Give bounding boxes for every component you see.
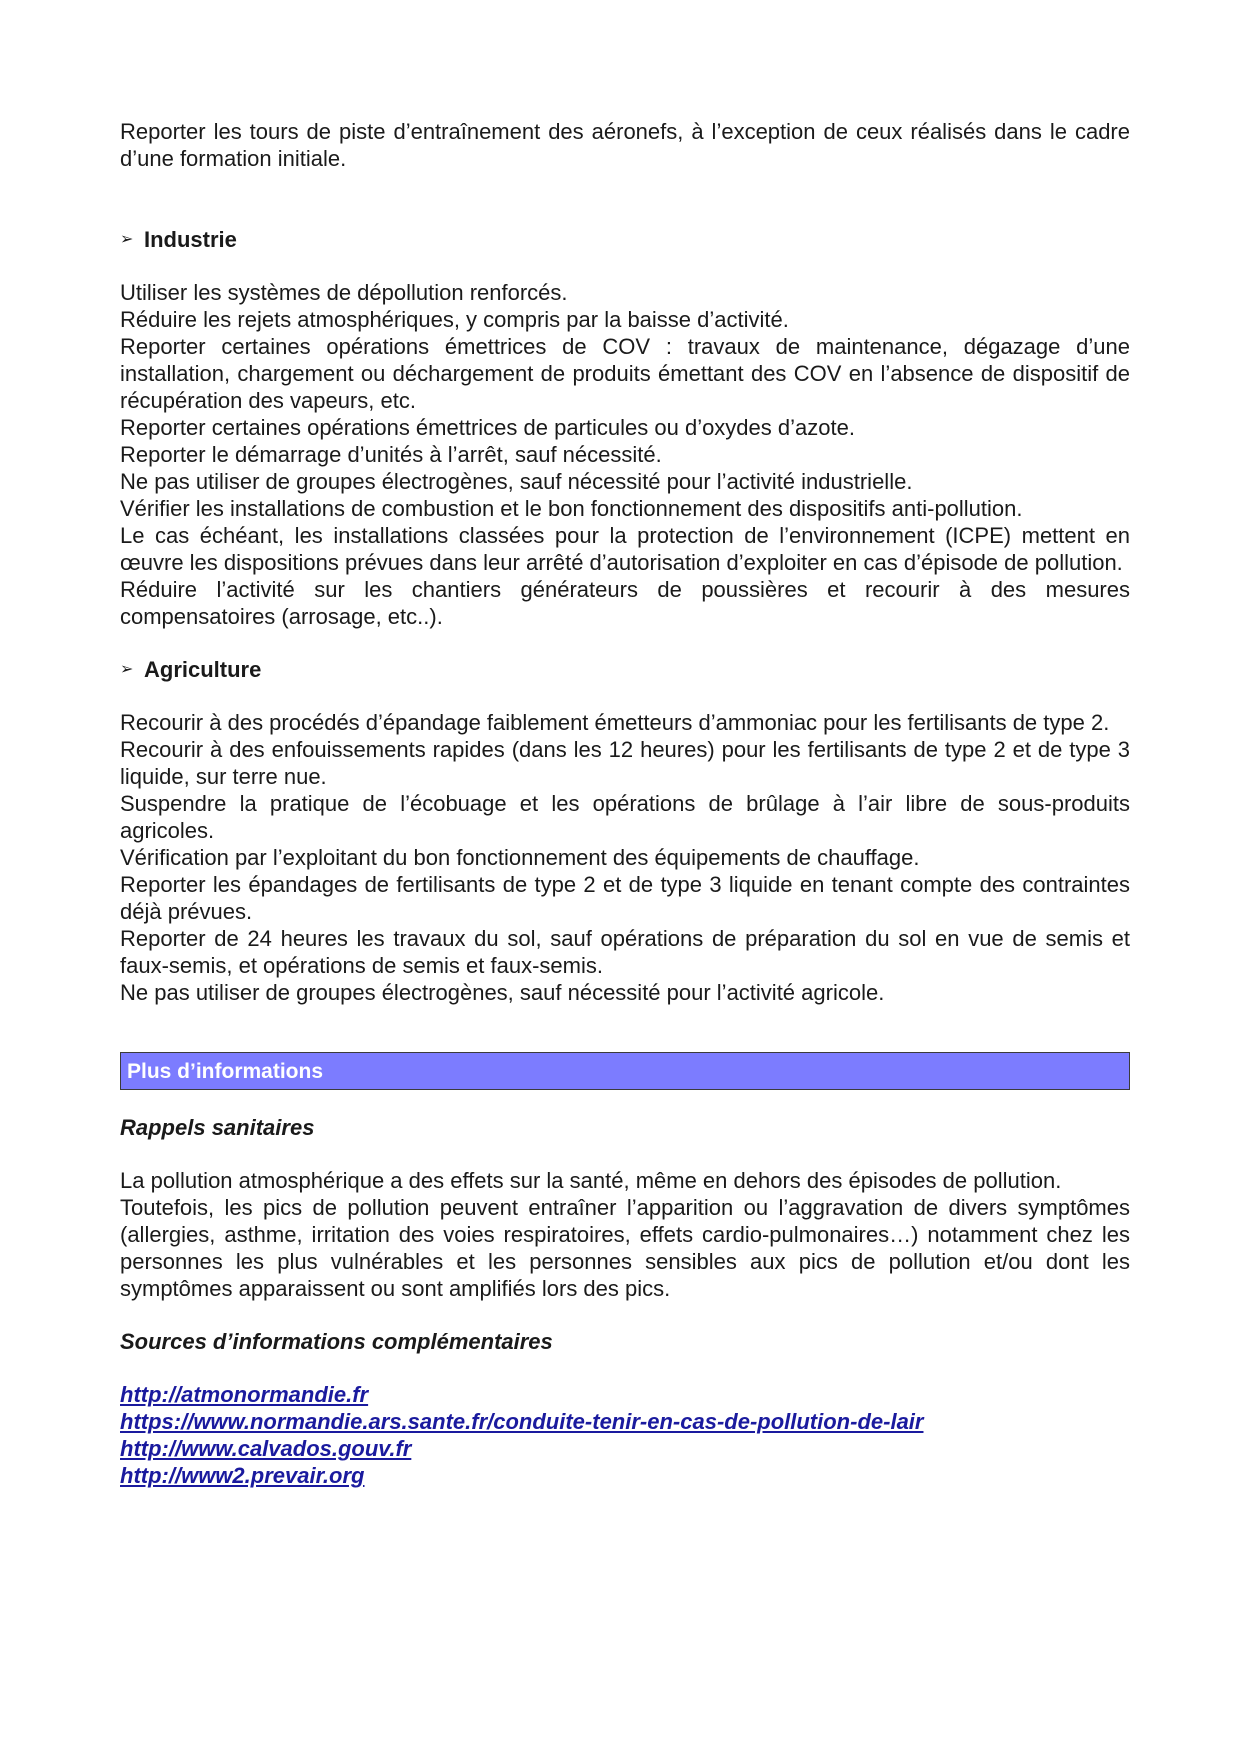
list-item: Vérification par l’exploitant du bon fonctionnement des équipements de chauffage. <box>120 845 920 870</box>
agriculture-list <box>120 709 1130 1006</box>
list-item: Ne pas utiliser de groupes électrogènes, sauf nécessité pour l’activité industrielle. <box>120 469 913 494</box>
list-item: Recourir à des procédés d’épandage faiblement émetteurs d’ammoniac pour les fertilisants de type 2. <box>120 710 1110 735</box>
list-item: Reporter les épandages de fertilisants de type 2 et de type 3 liquide en tenant compte des contraintes déjà prévues. <box>120 872 1130 924</box>
list-item: Recourir à des enfouissements rapides (dans les 12 heures) pour les fertilisants de type 2 et de type 3 liquide, sur terre nue. <box>120 737 1130 789</box>
section-title: Agriculture <box>144 657 262 682</box>
list-item: La pollution atmosphérique a des effets sur la santé, même en dehors des épisodes de pollution. <box>120 1168 1062 1193</box>
list-item: Ne pas utiliser de groupes électrogènes, sauf nécessité pour l’activité agricole. <box>120 980 885 1005</box>
list-item: Suspendre la pratique de l’écobuage et les opérations de brûlage à l’air libre de sous-produits agricoles. <box>120 791 1130 843</box>
list-item: Reporter le démarrage d’unités à l’arrêt, sauf nécessité. <box>120 442 662 467</box>
intro-paragraph: Reporter les tours de piste d’entraînement des aéronefs, à l’exception de ceux réalisés dans le cadre d’une formation initiale. <box>120 119 1130 171</box>
rappels-sanitaires-text <box>120 1167 1130 1302</box>
section-heading-agriculture <box>120 656 1130 683</box>
list-item: Réduire les rejets atmosphériques, y compris par la baisse d’activité. <box>120 307 789 332</box>
sources-heading: Sources d’informations complémentaires <box>120 1329 553 1354</box>
rappels-sanitaires-heading: Rappels sanitaires <box>120 1115 315 1140</box>
link-prevair[interactable]: http://www2.prevair.org <box>120 1463 365 1488</box>
link-ars-normandie[interactable]: https://www.normandie.ars.sante.fr/conduite-tenir-en-cas-de-pollution-de-lair <box>120 1409 924 1434</box>
list-item: Vérifier les installations de combustion et le bon fonctionnement des dispositifs anti-pollution. <box>120 496 1023 521</box>
section-title: Industrie <box>144 227 237 252</box>
list-item: Reporter de 24 heures les travaux du sol, sauf opérations de préparation du sol en vue de semis et faux-semis, et opérations de semis et faux-semis. <box>120 926 1130 978</box>
link-atmonormandie[interactable]: http://atmonormandie.fr <box>120 1382 369 1407</box>
arrowhead-right-icon: ➢ <box>120 231 134 248</box>
list-item: Utiliser les systèmes de dépollution renforcés. <box>120 280 568 305</box>
list-item: Toutefois, les pics de pollution peuvent entraîner l’apparition ou l’aggravation de divers symptômes (allergies, asthme, irritation des voies respiratoires, effets cardio-pulmonaires…) notamment chez les personnes les plus vulnérables et les personnes sensibles aux pics de pollution et/ou dont les symptômes apparaissent ou sont amplifiés lors des pics. <box>120 1195 1130 1301</box>
plus-informations-banner: Plus d’informations <box>120 1052 1130 1090</box>
sources-links <box>120 1381 1130 1489</box>
industrie-list <box>120 279 1130 630</box>
document-page <box>120 118 1130 1489</box>
list-item: Réduire l’activité sur les chantiers générateurs de poussières et recourir à des mesures compensatoires (arrosage, etc..). <box>120 577 1130 629</box>
list-item: Reporter certaines opérations émettrices de particules ou d’oxydes d’azote. <box>120 415 855 440</box>
list-item: Reporter certaines opérations émettrices de COV : travaux de maintenance, dégazage d’une installation, chargement ou déchargement de produits émettant des COV en l’absence de dispositif de récupération des vapeurs, etc. <box>120 334 1130 413</box>
section-heading-industrie <box>120 226 1130 253</box>
arrowhead-right-icon: ➢ <box>120 661 134 678</box>
link-calvados-gouv[interactable]: http://www.calvados.gouv.fr <box>120 1436 412 1461</box>
list-item: Le cas échéant, les installations classées pour la protection de l’environnement (ICPE) mettent en œuvre les dispositions prévues dans leur arrêté d’autorisation d’exploiter en cas d’épisode de pollution. <box>120 523 1130 575</box>
